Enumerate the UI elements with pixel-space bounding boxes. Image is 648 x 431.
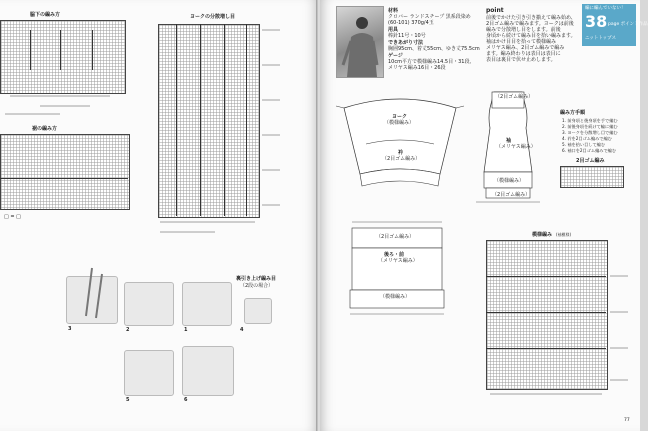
- pattern-chart-arrows: [486, 390, 606, 410]
- pattern-row-markers: [608, 240, 638, 390]
- chart-marker: [486, 348, 606, 349]
- sleeve-sublabel: （メリヤス編み）: [496, 144, 536, 150]
- step-number: 2: [126, 327, 130, 333]
- tools-label: 用具: [388, 27, 399, 33]
- body-pattern-label: （模様編み）: [380, 294, 411, 300]
- pattern-chart-title: 模様編み: [532, 232, 553, 238]
- sleeve-cuff-label: （模様編み）: [494, 178, 525, 184]
- gauge-text-2: メリヤス編み16目・26段: [388, 65, 446, 71]
- point-line: 身頃から続けて編み目を拾い編みます。: [486, 33, 576, 39]
- materials-label: 材料: [388, 8, 399, 14]
- neck-sublabel: （2目ゴム編み）: [382, 156, 421, 162]
- order-step: 1. 前身頃と後身頃を手で編む: [562, 118, 618, 123]
- badge-number: 38: [585, 12, 608, 31]
- chart-marker: [0, 178, 128, 179]
- sleeve-rib-label: （2目ゴム編み）: [492, 192, 531, 198]
- yoke-chart-arrows: [155, 218, 265, 244]
- size-text: 胸囲95cm、着丈55cm、ゆき丈75.5cm: [388, 46, 480, 52]
- chart-marker: [224, 24, 225, 216]
- stitch-illustration-6: [182, 346, 234, 396]
- right-page: [320, 0, 648, 431]
- rib-stitch-chart: [560, 166, 624, 188]
- yoke-schematic: [340, 96, 460, 188]
- badge-page: page ポイント作品: [608, 22, 648, 27]
- yoke-sublabel: （模様編み）: [384, 120, 415, 126]
- needle-icon: [62, 266, 122, 326]
- point-line: 袖はかけ目目を拾って模様編み: [486, 39, 557, 45]
- chart-marker: [486, 276, 606, 277]
- yoke-row-markers: [260, 20, 290, 220]
- point-label: point: [486, 7, 504, 14]
- order-step: 6. 袖口を2目ゴム編みで編む: [562, 148, 617, 153]
- hem-rib-label: （2目ゴム編み）: [376, 234, 415, 240]
- step-number: 1: [184, 327, 188, 333]
- armpit-chart-arrows: [0, 92, 124, 122]
- chart-marker: [246, 24, 247, 216]
- tools-text: 棒針11号・10号: [388, 33, 426, 39]
- stitch-steps-title: 裏引き上げ編み目: [236, 276, 277, 282]
- yoke-label: ヨーク: [392, 114, 408, 120]
- point-line: 前後でかけた引き引き揃えて編み始め、: [486, 15, 576, 21]
- pattern-badge: [582, 4, 648, 46]
- point-line: ます。編み終わりは表目は表目に: [486, 51, 561, 57]
- chart-marker: [30, 30, 31, 70]
- point-line: 編みで分散増し目をします。前後: [486, 27, 561, 33]
- neck-label: 衿: [398, 150, 404, 156]
- chart-marker: [60, 30, 61, 70]
- order-step: 4. 衿を2目ゴム編みで編む: [562, 136, 612, 141]
- hem-chart-title: 裾の編み方: [32, 126, 58, 132]
- badge-sub: ニットトップス: [585, 36, 617, 41]
- armpit-chart-title: 脇下の編み方: [30, 12, 61, 18]
- pattern-stitch-chart: [486, 240, 608, 390]
- gauge-label: ゲージ: [388, 53, 403, 59]
- badge-top: 編に編んでいない！: [585, 6, 626, 11]
- rib-chart-title: 2目ゴム編み: [576, 158, 605, 164]
- materials-text: クロバー ランドスチープ 黒系段染め: [388, 14, 471, 20]
- point-line: 表目は裏目で伏せ止めします。: [486, 57, 556, 63]
- body-label: 後ろ・前: [384, 252, 405, 258]
- body-sublabel: （メリヤス編み）: [378, 258, 418, 264]
- gauge-text: 10cm平方で模様編み14.5目・31段、: [388, 59, 475, 65]
- step-number: 3: [68, 326, 72, 332]
- sleeve-label: 袖: [506, 138, 512, 144]
- step-number: 5: [126, 397, 130, 403]
- order-title: 編み方手順: [560, 110, 586, 116]
- pattern-chart-subtitle: (袖模様): [556, 232, 572, 237]
- model-photo: [336, 6, 384, 78]
- chart-marker: [176, 24, 177, 216]
- stitch-illustration-symbol: [244, 298, 272, 324]
- page-number: 77: [624, 418, 630, 423]
- yoke-chart-title: ヨークの分散増し目: [190, 14, 236, 20]
- left-page: [0, 0, 318, 431]
- size-label: できあがり寸法: [388, 40, 424, 46]
- stitch-illustration-1: [182, 282, 232, 326]
- point-line: メリヤス編み、2目ゴム編みで編み: [486, 45, 565, 51]
- stitch-illustration-2: [124, 282, 174, 326]
- sleeve-top-label: （2目ゴム編み）: [495, 94, 534, 100]
- person-icon: [337, 7, 383, 77]
- step-number: 6: [184, 397, 188, 403]
- chart-marker: [200, 24, 201, 216]
- chart-marker: [486, 312, 606, 313]
- stitch-illustration-5: [124, 350, 174, 396]
- point-line: 2目ゴム編みで編みます。ヨークは前後: [486, 21, 574, 27]
- armpit-stitch-chart: [0, 20, 126, 94]
- legend-symbol: □ = □: [4, 214, 21, 220]
- stitch-steps-subtitle: （2段の場合）: [240, 283, 274, 289]
- order-step: 5. 袖を拾い目して編む: [562, 142, 606, 147]
- materials-text-2: (60-101) 370g/4玉: [388, 20, 434, 26]
- step-number: 4: [240, 327, 244, 333]
- hem-stitch-chart: [0, 134, 130, 210]
- order-step: 3. ヨークを分散増し目で編む: [562, 130, 618, 135]
- order-step: 2. 前後身頃を続けて輪に編む: [562, 124, 618, 129]
- chart-marker: [92, 30, 93, 70]
- yoke-stitch-chart: [158, 24, 260, 218]
